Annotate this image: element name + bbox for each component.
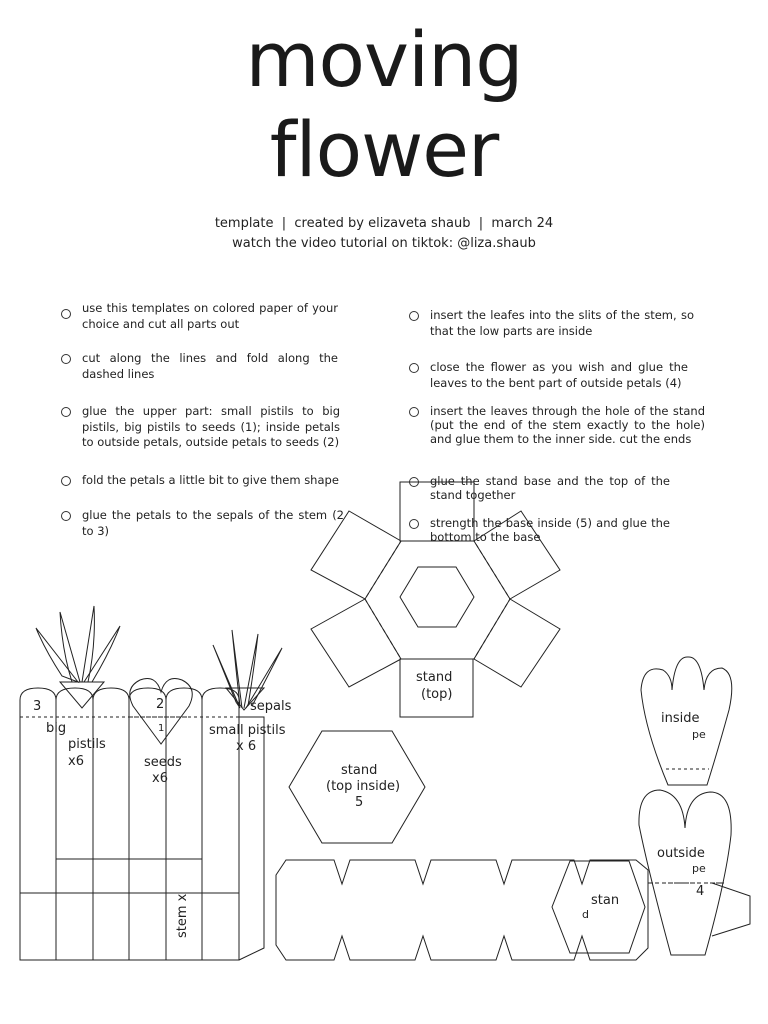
step-3: glue the upper part: small pistils to big pistils, big pistils to seeds (1); inside petals to outside petals, outside petals to seeds (2) [82, 404, 340, 449]
stand-top-label: stand [416, 670, 453, 685]
small-pistils-label: small pistils [209, 723, 286, 738]
sepals-label: sepals [250, 699, 292, 714]
big-label: big [46, 721, 67, 736]
step-1: use this templates on colored paper of your choice and cut all parts out [82, 301, 338, 331]
inside-petal-label-2: pe [692, 728, 706, 741]
outside-petal-label: outside [657, 846, 705, 861]
stem-label: stem x [175, 893, 190, 938]
step-6: insert the leafes into the slits of the stem, so that the low parts are inside [430, 308, 694, 338]
number-2: 2 [156, 697, 165, 712]
step-8: insert the leaves through the hole of the stand (put the end of the stem exactly to the hole) and glue them to the inner side. cut the ends [430, 404, 705, 446]
stand-inside-number: 5 [355, 795, 364, 810]
pistils-label: pistils [68, 737, 106, 752]
seeds-count: x6 [152, 771, 168, 786]
pistils-count: x6 [68, 754, 84, 769]
number-4: 4 [696, 884, 705, 899]
subtitle: template | created by elizaveta shaub | march 24 [214, 216, 554, 231]
stand-inside-label: stand [341, 763, 378, 778]
stand-base-label-2: d [582, 908, 589, 921]
stand-base-label: stan [591, 893, 620, 908]
tutorial-line: watch the video tutorial on tiktok: @liza.shaub [232, 236, 536, 251]
inside-petal-label: inside [661, 711, 700, 726]
title-line-2: flower [269, 105, 499, 194]
step-7: close the flower as you wish and glue the leaves to the bent part of outside petals (4) [430, 360, 688, 390]
small-pistils-piece [213, 630, 282, 710]
step-9: glue the stand base and the top of the stand together [430, 474, 670, 502]
step-2: cut along the lines and fold along the dashed lines [82, 351, 338, 381]
outside-petal-label-2: pe [692, 862, 706, 875]
number-3: 3 [33, 699, 42, 714]
outside-petal-piece [639, 790, 731, 955]
stand-top-label-2: (top) [421, 687, 453, 702]
number-1: 1 [158, 723, 165, 734]
step-5: glue the petals to the sepals of the stem (2 to 3) [82, 508, 344, 538]
small-pistils-count: x 6 [236, 739, 257, 754]
step-10: strength the base inside (5) and glue the bottom to the base [430, 516, 670, 544]
step-4: fold the petals a little bit to give them shape [82, 473, 339, 487]
stand-inside-label-2: (top inside) [326, 779, 401, 794]
stand-base-strip [276, 860, 750, 960]
seeds-label: seeds [144, 755, 182, 770]
big-pistils-piece [36, 606, 120, 708]
title-line-1: moving [245, 15, 523, 104]
